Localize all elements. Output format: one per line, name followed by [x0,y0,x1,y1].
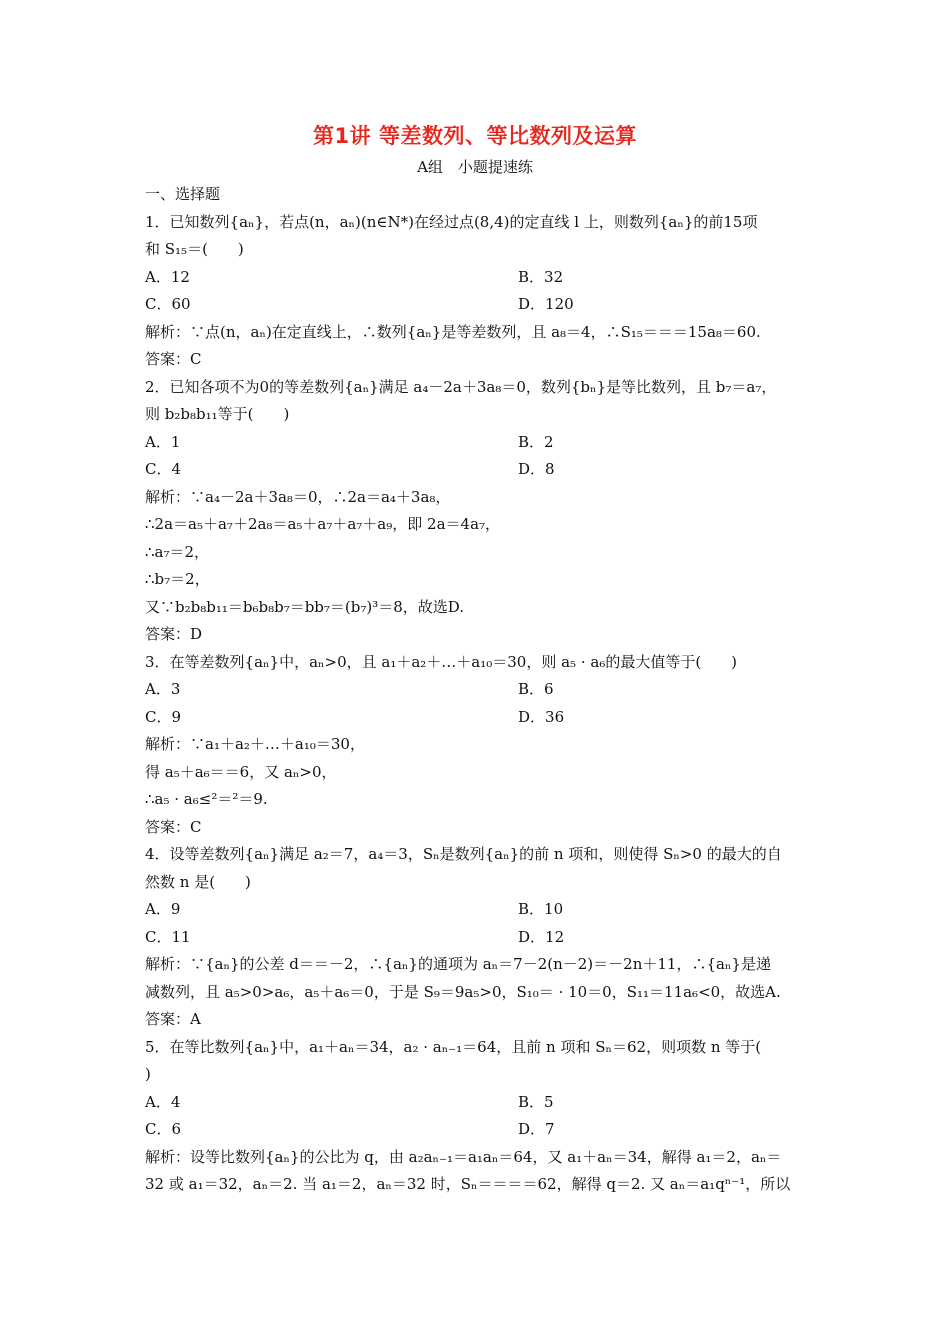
option-a: A．12 [145,267,190,286]
question-stem-line: 然数 n 是( ) [145,872,251,891]
analysis-line: 32 或 a₁＝32，aₙ＝2. 当 a₁＝2，aₙ＝32 时，Sₙ＝＝＝＝62，解得 q＝2. 又 aₙ＝a₁qⁿ⁻¹，所以 [145,1175,791,1193]
options-row [145,456,810,484]
options-row [145,924,810,952]
option-d: D．36 [518,707,565,726]
option-d: D．120 [518,295,574,313]
page-subtitle: A组 小题提速练 [417,158,533,176]
options-row [145,1116,810,1144]
option-b: B．10 [518,900,564,918]
option-a: A．9 [145,900,181,918]
option-a: A．4 [145,1092,181,1111]
option-b: B．5 [518,1092,554,1111]
option-a: A．3 [145,680,181,698]
section-heading: 一、选择题 [145,185,221,203]
question-3 [145,649,810,842]
analysis-line: ∴b₇＝2， [145,570,210,588]
question-4 [145,841,810,1034]
question-stem-line: 则 b₂b₈b₁₁等于( ) [145,405,290,423]
option-c: C．11 [145,927,191,946]
answer-line: 答案：D [145,625,203,643]
option-b: B．32 [518,267,564,286]
page-title: 第1讲 等差数列、等比数列及运算 [313,124,637,148]
analysis-line: 解析：∵a₁＋a₂＋…＋a₁₀＝30， [145,735,365,753]
option-c: C．4 [145,460,182,478]
analysis-line: 又∵b₂b₈b₁₁＝b₆b₈b₇＝bb₇＝(b₇)³＝8，故选D. [145,597,465,616]
option-d: D．12 [518,927,565,946]
options-row [145,429,810,457]
analysis-line: 解析：∵a₄－2a＋3a₈＝0，∴2a＝a₄＋3a₈， [145,487,451,506]
option-c: C．6 [145,1120,182,1138]
question-stem-line: 5．在等比数列{aₙ}中，a₁＋aₙ＝34，a₂ · aₙ₋₁＝64，且前 n 项和 Sₙ＝62，则项数 n 等于( [145,1037,762,1056]
option-c: C．9 [145,707,182,726]
analysis-line: ∴a₇＝2， [145,542,210,561]
question-2 [145,374,810,649]
option-b: B．2 [518,432,554,451]
answer-line: 答案：C [145,350,202,368]
question-5 [145,1034,810,1199]
question-stem-line: 和 S₁₅＝( ) [145,240,244,258]
options-row [145,896,810,924]
options-row [145,1089,810,1117]
question-stem-line: ) [145,1065,151,1083]
analysis-line: 解析：设等比数列{aₙ}的公比为 q，由 a₂aₙ₋₁＝a₁aₙ＝64，又 a₁＋aₙ＝34，解得 a₁＝2，aₙ＝ [145,1147,782,1166]
question-stem-line: 1．已知数列{aₙ}，若点(n，aₙ)(n∈N*)在经过点(8,4)的定直线 l 上，则数列{aₙ}的前15项 [145,212,758,231]
question-stem-line: 4．设等差数列{aₙ}满足 a₂＝7，a₄＝3，Sₙ是数列{aₙ}的前 n 项和，则使得 Sₙ>0 的最大的自 [145,845,782,863]
answer-line: 答案：C [145,817,202,836]
question-1 [145,209,810,374]
question-stem-line: 3．在等差数列{aₙ}中，aₙ>0，且 a₁＋a₂＋…＋a₁₀＝30，则 a₅ · a₆的最大值等于( ) [145,652,738,671]
option-d: D．8 [518,460,555,478]
answer-line: 答案：A [145,1010,201,1028]
analysis-line: 减数列，且 a₅>0>a₆，a₅＋a₆＝0，于是 S₉＝9a₅>0，S₁₀＝ · 10＝0，S₁₁＝11a₆<0，故选A. [145,982,781,1001]
option-d: D．7 [518,1120,555,1138]
question-stem-line: 2．已知各项不为0的等差数列{aₙ}满足 a₄－2a＋3a₈＝0，数列{bₙ}是等比数列，且 b₇＝a₇， [145,377,777,396]
option-a: A．1 [145,432,181,451]
analysis-line: 解析：∵{aₙ}的公差 d＝＝－2，∴{aₙ}的通项为 aₙ＝7－2(n－2)＝－2n＋11，∴{aₙ}是递 [145,955,771,973]
options-row [145,704,810,732]
analysis-line: ∴2a＝a₅＋a₇＋2a₈＝a₅＋a₇＋a₇＋a₉，即 2a＝4a₇， [145,515,501,533]
document-body [145,181,810,1199]
analysis-line: 得 a₅＋a₆＝＝6，又 aₙ>0， [145,762,337,781]
options-row [145,291,810,319]
options-row [145,676,810,704]
analysis-line: ∴a₅ · a₆≤²＝²＝9. [145,790,268,808]
option-b: B．6 [518,680,554,698]
options-row [145,264,810,292]
analysis-line: 解析：∵点(n，aₙ)在定直线上，∴数列{aₙ}是等差数列，且 a₈＝4，∴S₁₅＝＝＝15a₈＝60. [145,322,761,341]
option-c: C．60 [145,295,191,313]
